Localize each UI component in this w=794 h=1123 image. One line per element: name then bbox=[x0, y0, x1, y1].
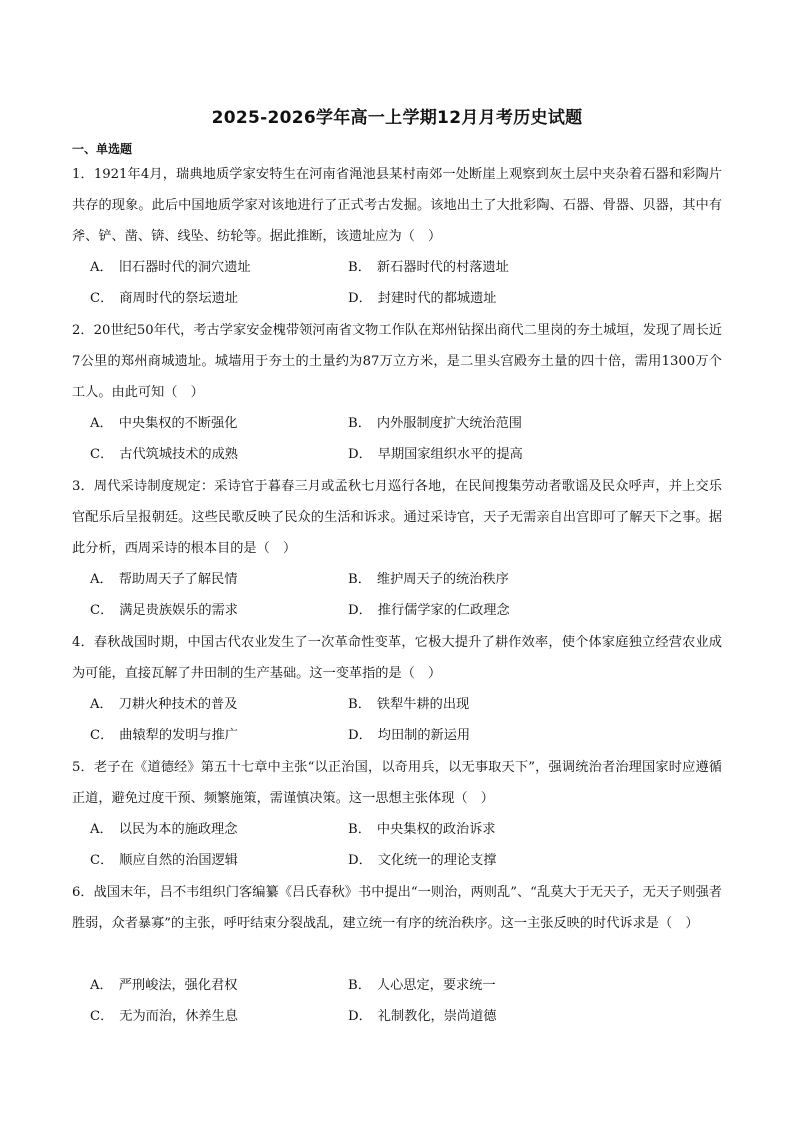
question-1-option-b: B． 新石器时代的村落遗址 bbox=[348, 260, 509, 275]
question-3-option-d: D． 推行儒学家的仁政理念 bbox=[348, 603, 510, 618]
section-heading: 一、单选题 bbox=[72, 142, 133, 156]
question-5-option-d: D． 文化统一的理论支撑 bbox=[348, 853, 497, 868]
question-3-option-c: C． 满足贵族娱乐的需求 bbox=[90, 603, 238, 618]
question-1-option-a: A． 旧石器时代的洞穴遗址 bbox=[90, 260, 251, 275]
question-6-option-d: D． 礼制教化，崇尚道德 bbox=[348, 1009, 497, 1024]
question-2-option-b: B． 内外服制度扩大统治范围 bbox=[348, 416, 522, 431]
question-2-option-d: D． 早期国家组织水平的提高 bbox=[348, 447, 523, 462]
question-6-stem: 6．战国末年，吕不韦组织门客编纂《吕氏春秋》书中提出“一则治，两则乱”、“乱莫大于无天子，无天子则强者胜弱，众者暴寡”的主张，呼吁结束分裂战乱，建立统一有序的统治秩序。这一主张反映的时代诉求是（ ） bbox=[72, 885, 722, 931]
question-4-stem: 4．春秋战国时期，中国古代农业发生了一次革命性变革，它极大提升了耕作效率，使个体家庭独立经营农业成为可能，直接瓦解了井田制的生产基础。这一变革指的是（ ） bbox=[72, 635, 722, 681]
question-1-option-c: C． 商周时代的祭坛遗址 bbox=[90, 291, 238, 306]
question-4-option-c: C． 曲辕犁的发明与推广 bbox=[90, 728, 238, 743]
question-3-option-b: B． 维护周天子的统治秩序 bbox=[348, 572, 509, 587]
question-5-option-c: C． 顺应自然的治国逻辑 bbox=[90, 853, 238, 868]
question-4-option-d: D． 均田制的新运用 bbox=[348, 728, 471, 743]
question-1-option-d: D． 封建时代的都城遗址 bbox=[348, 291, 497, 306]
question-4-option-a: A． 刀耕火种技术的普及 bbox=[90, 697, 238, 712]
question-2-option-c: C． 古代筑城技术的成熟 bbox=[90, 447, 238, 462]
question-5-option-a: A． 以民为本的施政理念 bbox=[90, 822, 238, 837]
question-6-option-c: C． 无为而治，休养生息 bbox=[90, 1009, 238, 1024]
page-title: 2025-2026学年高一上学期12月月考历史试题 bbox=[211, 108, 583, 128]
question-5-option-b: B． 中央集权的政治诉求 bbox=[348, 822, 496, 837]
question-3-option-a: A． 帮助周天子了解民情 bbox=[90, 572, 238, 587]
question-4-option-b: B． 铁犁牛耕的出现 bbox=[348, 697, 470, 712]
question-2-stem: 2．20世纪50年代，考古学家安金槐带领河南省文物工作队在郑州钻探出商代二里岗的夯土城垣，发现了周长近7公里的郑州商城遗址。城墙用于夯土的土量约为87万立方米，是二里头宫殿夯土量的四十倍，需用1300万个工人。由此可知（ ） bbox=[72, 323, 722, 400]
question-6-option-a: A． 严刑峻法，强化君权 bbox=[90, 978, 238, 993]
question-5-stem: 5．老子在《道德经》第五十七章中主张“以正治国，以奇用兵，以无事取天下”，强调统治者治理国家时应遵循正道，避免过度干预、频繁施策，需谨慎决策。这一思想主张体现（ ） bbox=[72, 760, 722, 806]
question-6-option-b: B． 人心思定，要求统一 bbox=[348, 978, 496, 993]
question-1-stem: 1．1921年4月，瑞典地质学家安特生在河南省渑池县某村南郊一处断崖上观察到灰土层中夹杂着石器和彩陶片共存的现象。此后中国地质学家对该地进行了正式考古发掘。该地出土了大批彩陶、石器、骨器、贝器，其中有斧、铲、凿、锛、线坠、纺轮等。据此推断，该遗址应为（ ） bbox=[72, 167, 722, 244]
question-3-stem: 3．周代采诗制度规定：采诗官于暮春三月或孟秋七月巡行各地，在民间搜集劳动者歌谣及民众呼声，并上交乐官配乐后呈报朝廷。这些民歌反映了民众的生活和诉求。通过采诗官，天子无需亲自出宫即可了解天下之事。据此分析，西周采诗的根本目的是（ ） bbox=[72, 479, 722, 556]
question-2-option-a: A． 中央集权的不断强化 bbox=[90, 416, 238, 431]
